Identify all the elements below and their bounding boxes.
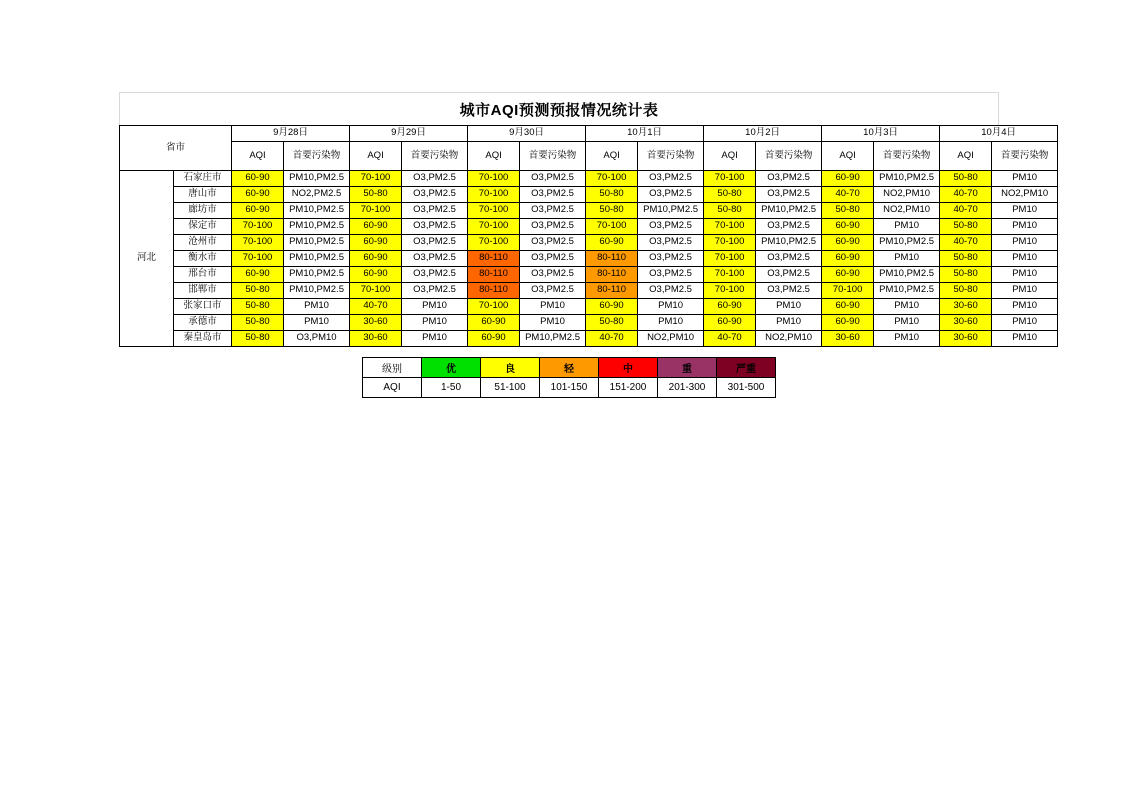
pollutant-cell: NO2,PM10 [874,187,940,203]
aqi-value-cell: 50-80 [822,203,874,219]
aqi-value-cell: 80-110 [468,283,520,299]
aqi-value-cell: 60-90 [586,235,638,251]
aqi-value-cell: 70-100 [468,235,520,251]
aqi-value-cell: 60-90 [350,219,402,235]
pollutant-cell: O3,PM2.5 [520,283,586,299]
pollutant-cell: O3,PM2.5 [520,251,586,267]
pollutant-cell: PM10 [638,315,704,331]
header-date: 10月1日 [586,126,704,142]
aqi-value-cell: 80-110 [586,251,638,267]
aqi-value-cell: 70-100 [704,251,756,267]
header-aqi-label: AQI [940,142,992,171]
header-pollutant-label: 首要污染物 [638,142,704,171]
aqi-value-cell: 50-80 [704,187,756,203]
pollutant-cell: NO2,PM10 [756,331,822,347]
header-date: 9月29日 [350,126,468,142]
header-pollutant-label: 首要污染物 [402,142,468,171]
table-row [120,331,1058,347]
aqi-value-cell: 60-90 [468,331,520,347]
table-row [120,283,1058,299]
aqi-value-cell: 50-80 [940,267,992,283]
legend-level-cell: 良 [481,358,540,378]
city-cell: 邢台市 [174,267,232,283]
aqi-value-cell: 50-80 [940,171,992,187]
pollutant-cell: PM10 [992,219,1058,235]
table-row [120,219,1058,235]
table-row [120,203,1058,219]
pollutant-cell: PM10 [992,315,1058,331]
aqi-value-cell: 40-70 [822,187,874,203]
pollutant-cell: PM10 [402,315,468,331]
pollutant-cell: PM10,PM2.5 [284,267,350,283]
pollutant-cell: PM10,PM2.5 [284,171,350,187]
pollutant-cell: O3,PM2.5 [520,171,586,187]
aqi-value-cell: 50-80 [232,331,284,347]
aqi-value-cell: 70-100 [350,171,402,187]
pollutant-cell: PM10 [520,315,586,331]
table-row [120,187,1058,203]
header-date: 10月3日 [822,126,940,142]
pollutant-cell: NO2,PM10 [992,187,1058,203]
aqi-value-cell: 70-100 [586,171,638,187]
pollutant-cell: O3,PM2.5 [520,235,586,251]
header-date: 9月30日 [468,126,586,142]
aqi-value-cell: 70-100 [468,219,520,235]
aqi-value-cell: 60-90 [822,299,874,315]
city-cell: 沧州市 [174,235,232,251]
header-pollutant-label: 首要污染物 [874,142,940,171]
aqi-value-cell: 50-80 [940,251,992,267]
aqi-value-cell: 70-100 [586,219,638,235]
aqi-table [119,125,1058,347]
aqi-value-cell: 60-90 [232,203,284,219]
pollutant-cell: O3,PM2.5 [638,251,704,267]
aqi-value-cell: 30-60 [350,315,402,331]
aqi-value-cell: 60-90 [232,187,284,203]
city-cell: 保定市 [174,219,232,235]
legend-level-cell: 中 [599,358,658,378]
aqi-value-cell: 60-90 [350,235,402,251]
aqi-value-cell: 60-90 [704,299,756,315]
pollutant-cell: PM10 [284,315,350,331]
pollutant-cell: O3,PM2.5 [638,235,704,251]
aqi-value-cell: 60-90 [232,171,284,187]
header-aqi-label: AQI [350,142,402,171]
aqi-value-cell: 80-110 [586,267,638,283]
city-cell: 衡水市 [174,251,232,267]
aqi-value-cell: 50-80 [232,283,284,299]
header-aqi-label: AQI [822,142,874,171]
aqi-value-cell: 70-100 [232,235,284,251]
pollutant-cell: O3,PM2.5 [520,187,586,203]
aqi-value-cell: 70-100 [232,219,284,235]
pollutant-cell: PM10 [992,203,1058,219]
legend-range-cell: 101-150 [540,378,599,398]
aqi-value-cell: 60-90 [350,267,402,283]
pollutant-cell: PM10 [756,315,822,331]
aqi-value-cell: 70-100 [232,251,284,267]
pollutant-cell: O3,PM2.5 [520,203,586,219]
pollutant-cell: PM10 [992,283,1058,299]
pollutant-cell: O3,PM2.5 [638,171,704,187]
aqi-value-cell: 50-80 [232,299,284,315]
aqi-value-cell: 60-90 [822,315,874,331]
aqi-value-cell: 50-80 [704,203,756,219]
legend-level-cell: 轻 [540,358,599,378]
pollutant-cell: O3,PM2.5 [402,187,468,203]
header-pollutant-label: 首要污染物 [756,142,822,171]
aqi-value-cell: 70-100 [468,171,520,187]
table-row [120,267,1058,283]
pollutant-cell: PM10,PM2.5 [520,331,586,347]
city-cell: 承德市 [174,315,232,331]
aqi-value-cell: 70-100 [468,187,520,203]
pollutant-cell: O3,PM2.5 [402,251,468,267]
pollutant-cell: PM10 [402,331,468,347]
pollutant-cell: O3,PM2.5 [402,267,468,283]
header-date: 10月4日 [940,126,1058,142]
pollutant-cell: PM10 [284,299,350,315]
city-cell: 秦皇岛市 [174,331,232,347]
pollutant-cell: PM10,PM2.5 [284,203,350,219]
pollutant-cell: PM10,PM2.5 [874,235,940,251]
table-row [120,299,1058,315]
header-date: 9月28日 [232,126,350,142]
pollutant-cell: PM10,PM2.5 [284,219,350,235]
province-cell: 河北 [120,171,174,347]
aqi-value-cell: 60-90 [468,315,520,331]
aqi-value-cell: 70-100 [704,267,756,283]
pollutant-cell: O3,PM2.5 [756,267,822,283]
aqi-value-cell: 60-90 [586,299,638,315]
aqi-value-cell: 30-60 [940,331,992,347]
pollutant-cell: O3,PM2.5 [756,283,822,299]
header-aqi-label: AQI [468,142,520,171]
aqi-value-cell: 70-100 [468,203,520,219]
aqi-value-cell: 40-70 [586,331,638,347]
aqi-value-cell: 50-80 [350,187,402,203]
header-pollutant-label: 首要污染物 [992,142,1058,171]
pollutant-cell: PM10,PM2.5 [874,171,940,187]
aqi-value-cell: 50-80 [586,203,638,219]
pollutant-cell: O3,PM2.5 [756,251,822,267]
table-row [120,235,1058,251]
legend-level-cell: 优 [422,358,481,378]
pollutant-cell: O3,PM2.5 [520,219,586,235]
aqi-value-cell: 30-60 [350,331,402,347]
pollutant-cell: PM10 [992,331,1058,347]
pollutant-cell: PM10 [874,251,940,267]
pollutant-cell: PM10,PM2.5 [638,203,704,219]
city-cell: 张家口市 [174,299,232,315]
pollutant-cell: PM10 [992,235,1058,251]
aqi-value-cell: 80-110 [468,267,520,283]
pollutant-cell: O3,PM2.5 [638,267,704,283]
header-pollutant-label: 首要污染物 [284,142,350,171]
aqi-value-cell: 30-60 [940,315,992,331]
pollutant-cell: O3,PM2.5 [638,219,704,235]
pollutant-cell: PM10,PM2.5 [284,235,350,251]
pollutant-cell: PM10 [756,299,822,315]
aqi-value-cell: 50-80 [232,315,284,331]
legend-level-label: 级别 [363,358,422,378]
legend-range-cell: 201-300 [658,378,717,398]
aqi-value-cell: 70-100 [822,283,874,299]
aqi-value-cell: 60-90 [822,267,874,283]
aqi-value-cell: 60-90 [350,251,402,267]
pollutant-cell: PM10 [402,299,468,315]
pollutant-cell: NO2,PM10 [874,203,940,219]
legend [362,357,776,398]
aqi-value-cell: 60-90 [822,235,874,251]
pollutant-cell: O3,PM2.5 [756,219,822,235]
aqi-value-cell: 40-70 [350,299,402,315]
pollutant-cell: O3,PM2.5 [402,171,468,187]
pollutant-cell: PM10 [638,299,704,315]
header-aqi-label: AQI [704,142,756,171]
city-cell: 唐山市 [174,187,232,203]
aqi-value-cell: 60-90 [822,251,874,267]
legend-table [362,357,776,398]
city-cell: 邯郸市 [174,283,232,299]
page-title: 城市AQI预测预报情况统计表 [459,101,659,119]
aqi-value-cell: 40-70 [940,187,992,203]
pollutant-cell: NO2,PM2.5 [284,187,350,203]
pollutant-cell: O3,PM2.5 [402,283,468,299]
aqi-value-cell: 70-100 [704,171,756,187]
legend-level-cell: 重 [658,358,717,378]
pollutant-cell: PM10 [520,299,586,315]
table-row [120,251,1058,267]
header-aqi-label: AQI [232,142,284,171]
aqi-value-cell: 70-100 [468,299,520,315]
pollutant-cell: NO2,PM10 [638,331,704,347]
pollutant-cell: O3,PM2.5 [638,187,704,203]
aqi-value-cell: 40-70 [704,331,756,347]
aqi-value-cell: 80-110 [586,283,638,299]
legend-range-cell: 151-200 [599,378,658,398]
header-date: 10月2日 [704,126,822,142]
pollutant-cell: O3,PM2.5 [638,283,704,299]
legend-range-cell: 1-50 [422,378,481,398]
aqi-value-cell: 70-100 [350,283,402,299]
aqi-value-cell: 60-90 [704,315,756,331]
pollutant-cell: O3,PM2.5 [520,267,586,283]
pollutant-cell: PM10,PM2.5 [284,283,350,299]
aqi-value-cell: 40-70 [940,203,992,219]
pollutant-cell: PM10,PM2.5 [756,203,822,219]
pollutant-cell: O3,PM10 [284,331,350,347]
pollutant-cell: O3,PM2.5 [402,235,468,251]
aqi-value-cell: 50-80 [586,187,638,203]
pollutant-cell: PM10 [992,267,1058,283]
table-row [120,171,1058,187]
aqi-value-cell: 70-100 [704,235,756,251]
aqi-value-cell: 50-80 [940,283,992,299]
city-cell: 石家庄市 [174,171,232,187]
table-row [120,315,1058,331]
legend-range-cell: 51-100 [481,378,540,398]
pollutant-cell: O3,PM2.5 [756,187,822,203]
header-pollutant-label: 首要污染物 [520,142,586,171]
sheet-title-row [119,92,999,125]
pollutant-cell: PM10 [874,219,940,235]
pollutant-cell: O3,PM2.5 [756,171,822,187]
city-cell: 廊坊市 [174,203,232,219]
aqi-value-cell: 50-80 [940,219,992,235]
header-aqi-label: AQI [586,142,638,171]
pollutant-cell: PM10 [992,251,1058,267]
pollutant-cell: O3,PM2.5 [402,219,468,235]
pollutant-cell: PM10,PM2.5 [874,267,940,283]
legend-level-cell: 严重 [717,358,776,378]
aqi-value-cell: 80-110 [468,251,520,267]
aqi-value-cell: 70-100 [704,283,756,299]
pollutant-cell: O3,PM2.5 [402,203,468,219]
pollutant-cell: PM10 [874,315,940,331]
header-province-label: 省市 [120,126,232,171]
legend-aqi-label: AQI [363,378,422,398]
aqi-value-cell: 70-100 [350,203,402,219]
aqi-value-cell: 70-100 [704,219,756,235]
aqi-value-cell: 60-90 [822,219,874,235]
aqi-value-cell: 30-60 [940,299,992,315]
pollutant-cell: PM10,PM2.5 [284,251,350,267]
pollutant-cell: PM10,PM2.5 [756,235,822,251]
aqi-value-cell: 30-60 [822,331,874,347]
aqi-value-cell: 60-90 [232,267,284,283]
aqi-sheet [119,92,1049,347]
pollutant-cell: PM10 [992,171,1058,187]
aqi-value-cell: 40-70 [940,235,992,251]
pollutant-cell: PM10 [874,299,940,315]
aqi-value-cell: 60-90 [822,171,874,187]
aqi-value-cell: 50-80 [586,315,638,331]
pollutant-cell: PM10,PM2.5 [874,283,940,299]
legend-range-cell: 301-500 [717,378,776,398]
pollutant-cell: PM10 [874,331,940,347]
pollutant-cell: PM10 [992,299,1058,315]
